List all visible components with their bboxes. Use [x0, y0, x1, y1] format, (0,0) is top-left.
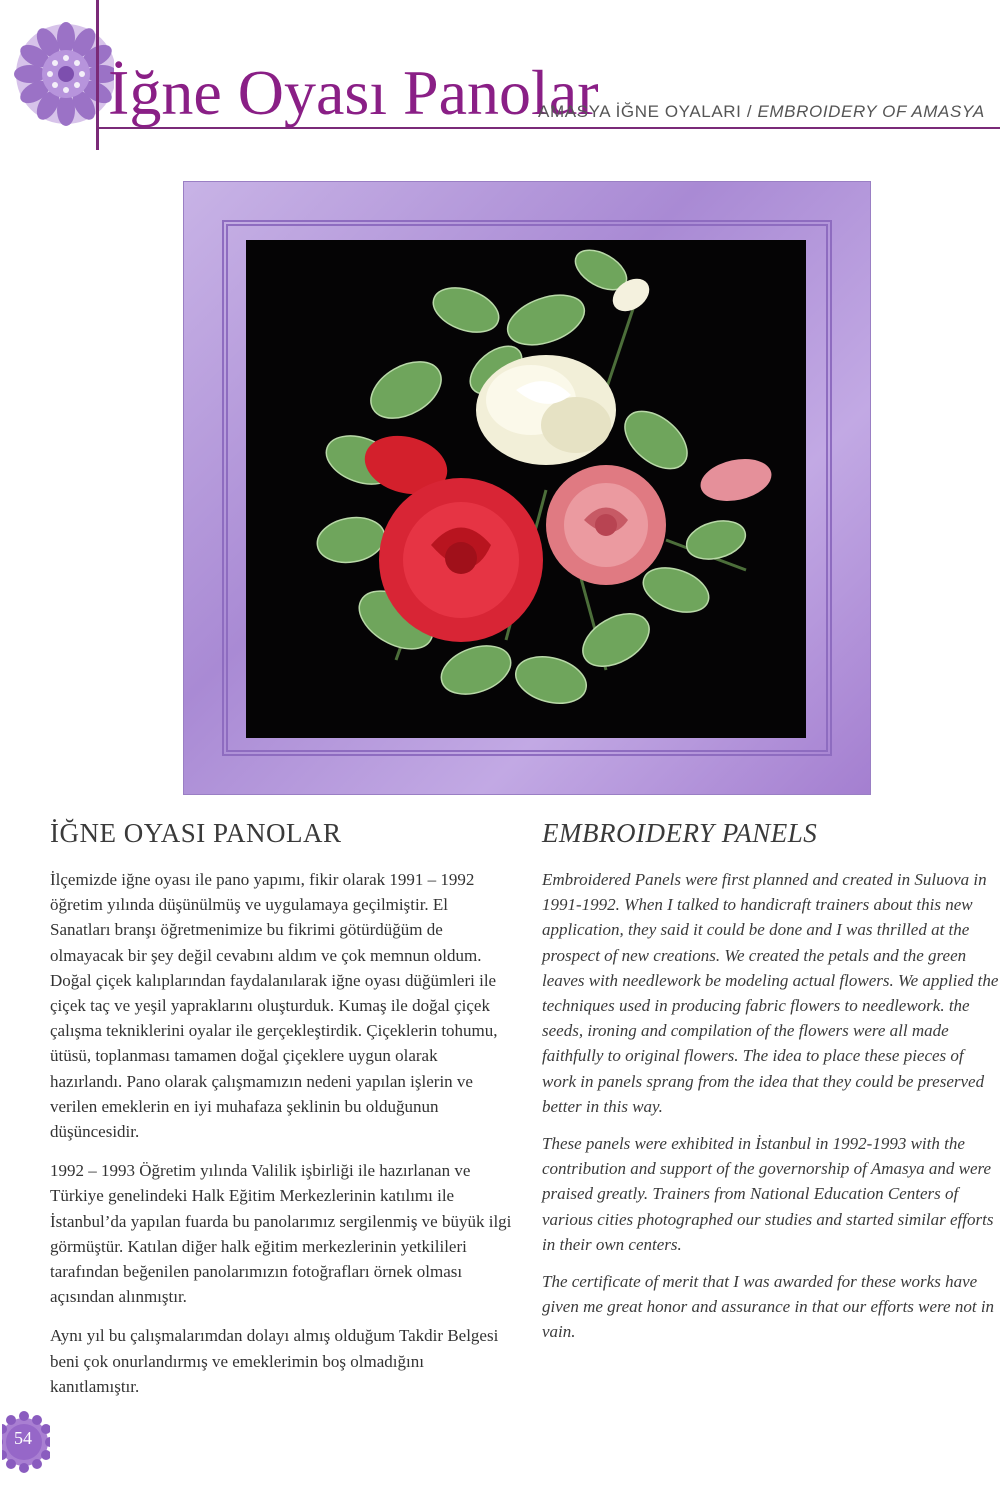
english-paragraph: Embroidered Panels were first planned and created in Suluova in 1991-1992. When I talked to handicraft trainers about this new application, they said it could be done and I was thrilled at the prospect of new creations. We created the petals and the green leaves with needlework be modeling actual flowers. We applied the techniques used in producing fabric flowers to needlework. the seeds, ironing and compilation of the flowers were all made faithfully to original flowers. The idea to place these pieces of work in panels sprang from the idea that they could be preserved better in this way. [542, 870, 999, 1116]
flower-bouquet-illustration [246, 240, 806, 738]
turkish-paragraph: Aynı yıl bu çalışmalarımdan dolayı almış olduğum Takdir Belgesi beni çok onurlandırmış ve emeklerimin boş olmadığını kanıtlamıştır. [50, 1326, 499, 1396]
turkish-heading: İĞNE OYASI PANOLAR [50, 818, 342, 848]
page-header [0, 0, 1000, 150]
english-paragraph: These panels were exhibited in İstanbul in 1992-1993 with the contribution and support of the governorship of Amasya and were praised greatly. Trainers from National Education Centers of various cities photographed our studies and started similar efforts in their own centers. [542, 1134, 994, 1254]
turkish-paragraph: 1992 – 1993 Öğretim yılında Valilik işbirliği ile hazırlanan ve Türkiye genelindeki Halk Eğitim Merkezlerinin katılımı ile İstanbul’da yapılan fuarda bu panolarımız sergilenmiş ve büyük ilgi görmüştür. Katılan diğer halk eğitim merkezlerinin yetkilileri tarafından beğenilen panolarımızın fotoğrafları örnek olması açısından alınmıştır. [50, 1161, 512, 1307]
page-number: 54 [14, 1428, 32, 1448]
page-subtitle [538, 102, 985, 122]
english-paragraph: The certificate of merit that I was awarded for these works have given me great honor and assurance in that our efforts were not in vain. [542, 1272, 995, 1342]
turkish-paragraph: İlçemizde iğne oyası ile pano yapımı, fikir olarak 1991 – 1992 öğretim yılında düşünülmüş ve uygulamaya geçilmiştir. El Sanatları branşı öğretmenimize bu fikrimi götürdüğüm de olmayacak bir şey değil cevabını aldım ve çok memnun oldum. Doğal çiçek kalıplarından faydalanılarak iğne oyası düğümleri ile çiçek taç ve yeşil yapraklarını oluşturduk. Kumaş ile doğal çiçek çalışma tekniklerini oyalar ile gerçekleştirdik. Çiçeklerin tohumu, ütüsü, toplanması tamamen doğal çiçeklere uygun olarak hazırlandı. Pano olarak çalışmamızın nedeni yapılan işlerin ve verilen emeklerin en iyi muhafaza şeklinin bu olduğunun düşüncesidir. [50, 870, 498, 1142]
subtitle-english: EMBROIDERY OF AMASYA [757, 102, 985, 121]
english-heading: EMBROIDERY PANELS [542, 818, 818, 848]
embroidered-flower-panel-photo [246, 240, 806, 738]
turkish-article [50, 818, 512, 1413]
subtitle-turkish: AMASYA İĞNE OYALARI / [538, 102, 753, 121]
english-article [542, 818, 1000, 1357]
lace-flower-icon [14, 12, 114, 142]
picture-frame [184, 182, 870, 794]
page-title: İğne Oyası Panolar [108, 57, 599, 128]
